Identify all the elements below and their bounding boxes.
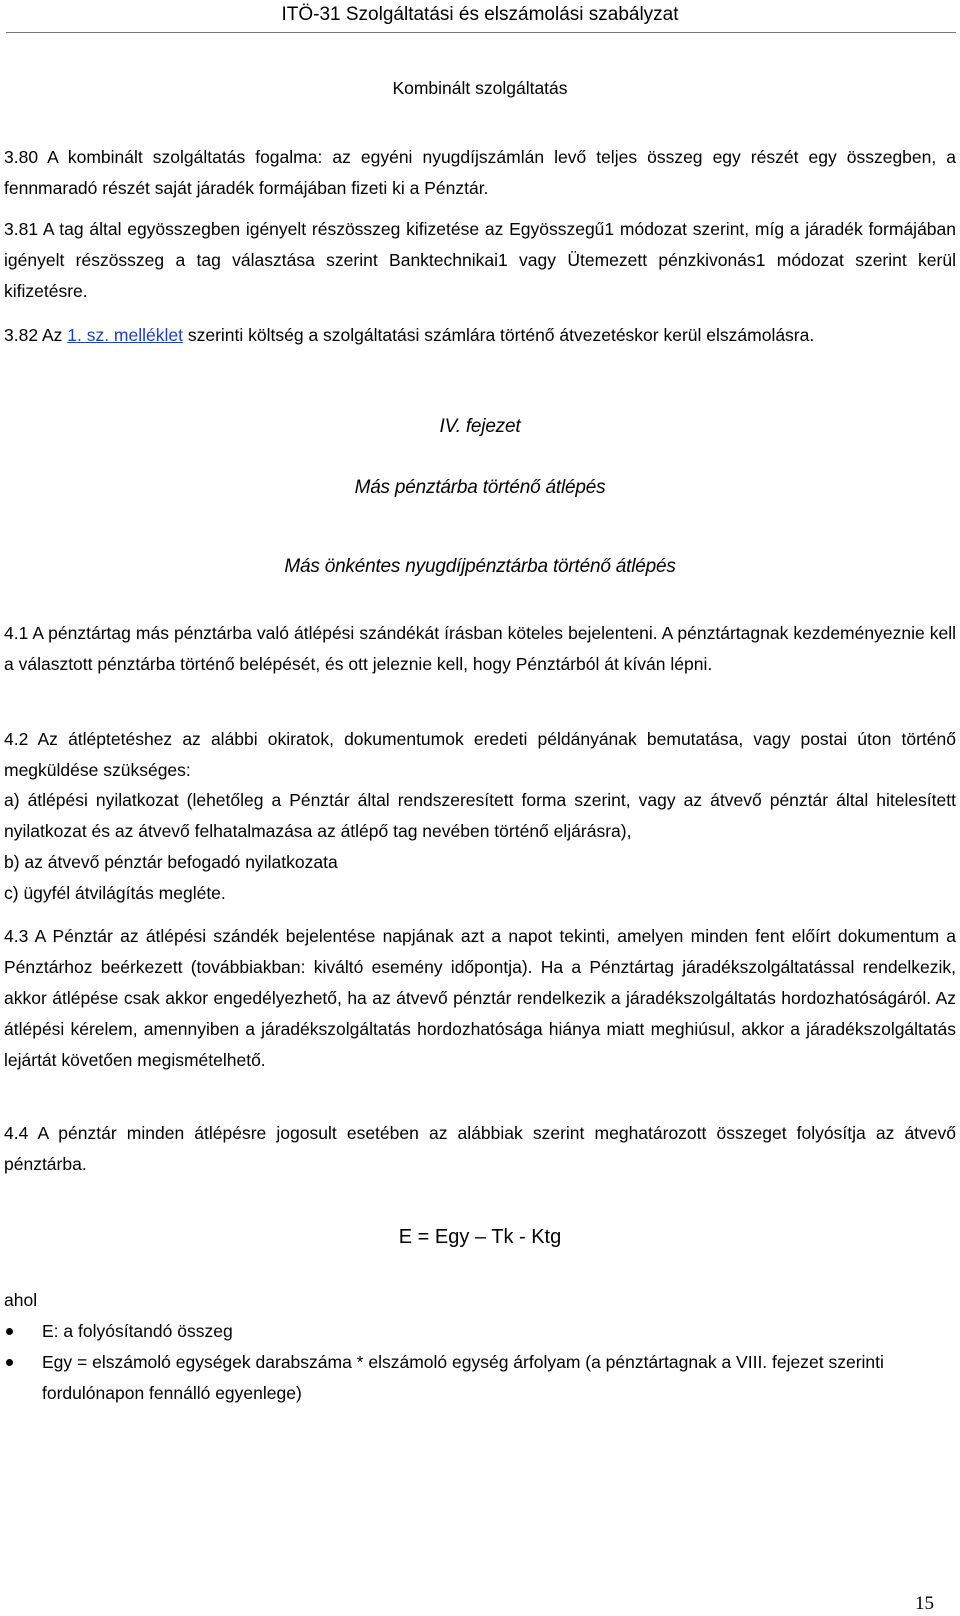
page-header: ITÖ-31 Szolgáltatási és elszámolási szabályzat [281,4,679,25]
paragraph-4-2-item-b: b) az átvevő pénztár befogadó nyilatkozata [4,852,338,872]
annex-1-link[interactable]: 1. sz. melléklet [67,325,183,345]
ahol-label: ahol [4,1290,38,1310]
chapter-title: Más pénztárba történő átlépés [354,477,606,498]
paragraph-3-82-prefix: 3.82 Az [4,325,68,345]
chapter-subtitle: Más önkéntes nyugdíjpénztárba történő átlépés [284,556,676,577]
paragraph-4-1: 4.1 A pénztártag más pénztárba való átlépési szándékát írásban köteles bejelenteni. A pénztártagnak kezdeményeznie kell a választott pénztárba történő belépését, és ott jeleznie kell, hogy Pénztárból át kíván lépni. [4,623,956,674]
list-item-text: Egy = elszámoló egységek darabszáma * elszámoló egység árfolyam (a pénztártagnak a VIII. fejezet szerinti fordulónapon fennálló egyenlege) [42,1352,884,1403]
paragraph-4-3: 4.3 A Pénztár az átlépési szándék bejelentése napjának azt a napot tekinti, amelyen minden fent előírt dokumentum a Pénztárhoz beérkezett (továbbiakban: kiváltó esemény időpontja). Ha a Pénztártag járadékszolgáltatással rendelkezik, akkor átlépése csak akkor engedélyezhető, ha az átvevő pénztár rendelkezik a járadékszolgáltatás hordozhatóságáról. Az átlépési kérelem, amennyiben a járadékszolgáltatás hordozhatósága hiánya miatt meghiúsul, akkor a járadékszolgáltatás lejártát követően megismételhető. [4,926,956,1070]
paragraph-3-80: 3.80 A kombinált szolgáltatás fogalma: az egyéni nyugdíjszámlán levő teljes összeg egy részét egy összegben, a fennmaradó részét saját járadék formájában fizeti ki a Pénztár. [4,147,956,198]
list-item [4,1347,956,1409]
section-title: Kombinált szolgáltatás [392,78,568,98]
paragraph-3-82-suffix: szerinti költség a szolgáltatási számlára történő átvezetéskor kerül elszámolásra. [182,325,815,345]
paragraph-4-2-item-a: a) átlépési nyilatkozat (lehetőleg a Pénztár által rendszeresített forma szerint, vagy az átvevő pénztár által hitelesített nyilatkozat és az átvevő felhatalmazása az átlépő tag nevében történő eljárásra), [4,790,956,841]
paragraph-4-2-item-c: c) ügyfél átvilágítás megléte. [4,883,226,903]
list-item [4,1316,956,1347]
paragraph-4-2-intro: 4.2 Az átléptetéshez az alábbi okiratok, dokumentumok eredeti példányának bemutatása, vagy postai úton történő megküldése szükséges: [4,729,956,780]
list-item-text: E: a folyósítandó összeg [42,1321,233,1341]
paragraph-3-81: 3.81 A tag által egyösszegben igényelt részösszeg kifizetése az Egyösszegű1 módozat szerint, míg a járadék formájában igényelt részösszeg a tag választása szerint Banktechnikai1 vagy Ütemezett pénzkivonás1 módozat szerint kerül kifizetésre. [4,219,956,301]
paragraph-4-4: 4.4 A pénztár minden átlépésre jogosult esetében az alábbiak szerint meghatározott összeget folyósítja az átvevő pénztárba. [4,1123,956,1174]
chapter-number: IV. fejezet [439,416,521,437]
header-divider [6,32,956,33]
formula: E = Egy – Tk - Ktg [398,1226,562,1248]
paragraph-3-82 [4,320,956,351]
page-number: 15 [915,1593,934,1614]
